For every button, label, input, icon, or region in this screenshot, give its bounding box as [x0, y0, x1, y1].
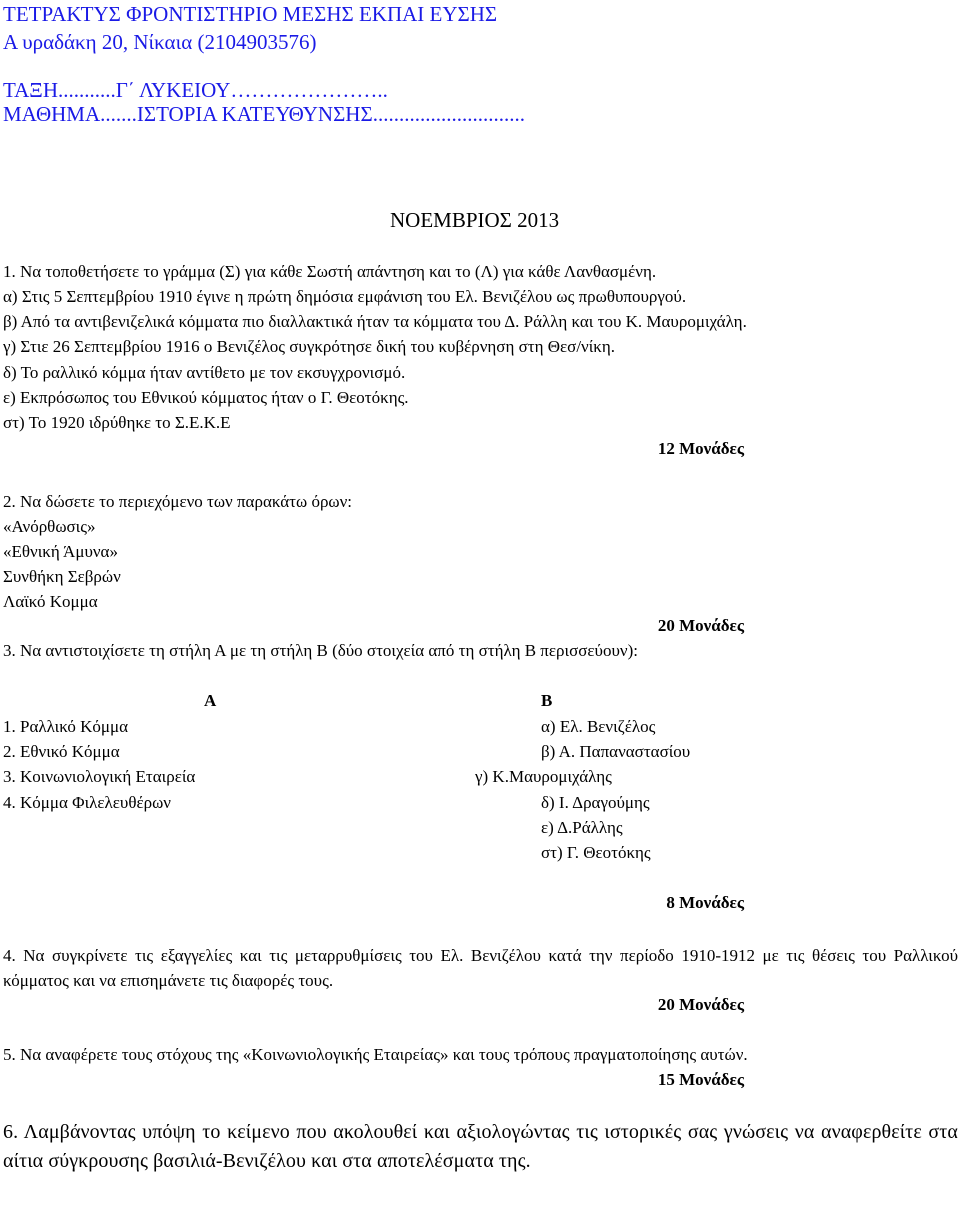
q3-col-b-item: δ) Ι. Δραγούμης: [541, 793, 650, 812]
q3-col-a-header: Α: [204, 691, 217, 710]
q6-prompt: 6. Λαμβάνοντας υπόψη το κείμενο που ακολουθεί και αξιολογώντας τις ιστορικές σας γνώσεις να αναφερθείτε στα αίτια σύγκρουσης βασιλιά-Βενιζέλου και στα αποτελέσματα της.: [3, 1121, 958, 1172]
q1-item-e: ε) Εκπρόσωπος του Εθνικού κόμματος ήταν ο Γ. Θεοτόκης.: [3, 388, 409, 407]
q2-term: Λαϊκό Κομμα: [3, 592, 98, 611]
q3-col-b-item: ε) Δ.Ράλλης: [541, 818, 623, 837]
q4-marks: 20 Μονάδες: [657, 995, 744, 1014]
q1-item-a: α) Στις 5 Σεπτεμβρίου 1910 έγινε η πρώτη δημόσια εμφάνιση του Ελ. Βενιζέλου ως πρωθυπουργού.: [3, 287, 687, 306]
q1-item-c: γ) Στιε 26 Σεπτεμβρίου 1916 ο Βενιζέλος συγκρότησε δική του κυβέρνηση στη Θεσ/νίκη.: [3, 337, 616, 356]
q1-prompt: 1. Να τοποθετήσετε το γράμμα (Σ) για κάθε Σωστή απάντηση και το (Λ) για κάθε Λανθασμένη.: [3, 262, 657, 281]
q2-term: Συνθήκη Σεβρών: [3, 567, 121, 586]
q1-item-d: δ) Το ραλλικό κόμμα ήταν αντίθετο με τον εκσυγχρονισμό.: [3, 363, 406, 382]
q5-prompt: 5. Να αναφέρετε τους στόχους της «Κοινωνιολογικής Εταιρείας» και τους τρόπους πραγματοποίησης αυτών.: [3, 1045, 748, 1064]
q4-prompt: 4. Να συγκρίνετε τις εξαγγελίες και τις μεταρρυθμίσεις του Ελ. Βενιζέλου κατά την περίοδο 1910-1912 με τις θέσεις του Ραλλικού κόμματος και να επισημάνετε τις διαφορές τους.: [3, 946, 958, 990]
q2-prompt: 2. Να δώσετε το περιεχόμενο των παρακάτω όρων:: [3, 492, 353, 511]
q3-col-a-item: 1. Ραλλικό Κόμμα: [3, 717, 129, 736]
q3-col-a-item: 2. Εθνικό Κόμμα: [3, 742, 120, 761]
q3-col-b-item: α) Ελ. Βενιζέλος: [541, 717, 656, 736]
q1-item-b: β) Από τα αντιβενιζελικά κόμματα πιο διαλλακτικά ήταν τα κόμματα του Δ. Ράλλη και του Κ. Μαυρομιχάλη.: [3, 312, 747, 331]
q3-prompt: 3. Να αντιστοιχίσετε τη στήλη Α με τη στήλη Β (δύο στοιχεία από τη στήλη Β περισσεύουν):: [3, 641, 638, 660]
q2-term: «Ανόρθωσις»: [3, 517, 96, 536]
q5-marks: 15 Μονάδες: [657, 1070, 744, 1089]
q3-col-a-item: 4. Κόμμα Φιλελευθέρων: [3, 793, 171, 812]
q2-term: «Εθνική Άμυνα»: [3, 542, 118, 561]
q3-col-b-item: β) Α. Παπαναστασίου: [541, 742, 691, 761]
school-address: Α υραδάκη 20, Νίκαια (2104903576): [3, 30, 317, 54]
school-name: ΤΕΤΡΑΚΤΥΣ ΦΡΟΝΤΙΣΤΗΡΙΟ ΜΕΣΗΣ ΕΚΠΑΙ ΕΥΣΗΣ: [3, 2, 498, 26]
q3-marks: 8 Μονάδες: [666, 893, 744, 912]
q1-marks: 12 Μονάδες: [657, 439, 744, 458]
q3-col-b-item: γ) Κ.Μαυρομιχάλης: [475, 767, 612, 786]
q3-col-b-header: Β: [541, 691, 553, 710]
q3-col-a-item: 3. Κοινωνιολογική Εταιρεία: [3, 767, 196, 786]
q2-marks: 20 Μονάδες: [657, 616, 744, 635]
q3-col-b-item: στ) Γ. Θεοτόκης: [541, 843, 651, 862]
subject-line: ΜΑΘΗΜΑ.......ΙΣΤΟΡΙΑ ΚΑΤΕΥΘΥΝΣΗΣ.............................: [3, 102, 525, 126]
q1-item-f: στ) Το 1920 ιδρύθηκε το Σ.Ε.Κ.Ε: [3, 413, 231, 432]
exam-date: ΝΟΕΜΒΡΙΟΣ 2013: [390, 208, 560, 232]
class-line: ΤΑΞΗ...........Γ΄ ΛΥΚΕΙΟΥ…………………..: [3, 78, 388, 102]
